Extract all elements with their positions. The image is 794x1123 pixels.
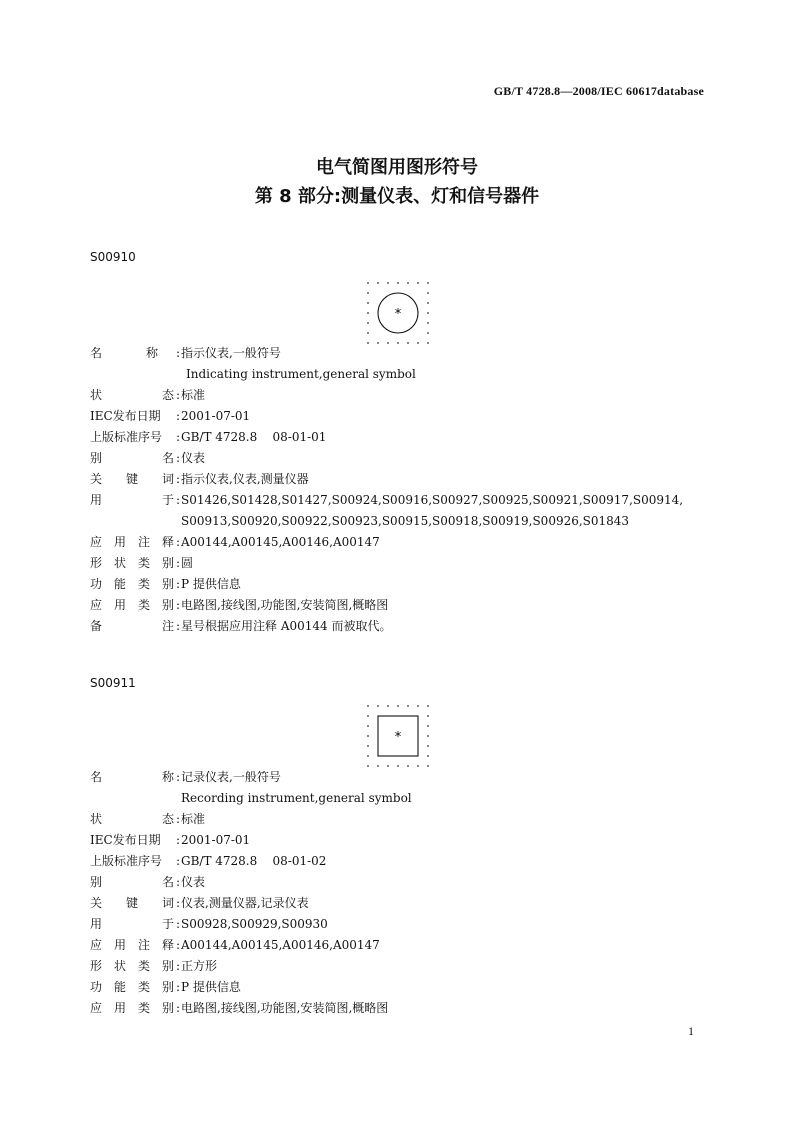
field-used-in <box>90 490 720 511</box>
function-class-value: P 提供信息 <box>181 577 241 591</box>
field-label-char: 关 <box>90 472 103 486</box>
field-label-char: 键 <box>126 896 139 910</box>
field-label <box>90 616 180 637</box>
field-function-class <box>90 574 720 595</box>
field-label <box>90 427 180 448</box>
field-separator: : <box>176 493 181 507</box>
field-used-in-cont <box>90 511 720 532</box>
field-label-char: 状 <box>114 959 127 973</box>
field-label-char: 释 <box>162 938 175 952</box>
field-label-char: 别 <box>162 598 175 612</box>
field-status <box>90 385 720 406</box>
field-separator: : <box>176 598 181 612</box>
field-label-char: 用 <box>114 598 127 612</box>
field-iec-date <box>90 406 720 427</box>
field-label-char: 名 <box>90 346 103 360</box>
field-label <box>90 935 180 956</box>
field-label-char: 用 <box>114 938 127 952</box>
prev-std-value: GB/T 4728.8 08-01-01 <box>181 430 327 444</box>
field-label <box>90 469 180 490</box>
field-notes <box>90 935 720 956</box>
field-label-char: 别 <box>90 875 103 889</box>
name-zh: 指示仪表,一般符号 <box>181 346 281 360</box>
field-label-char: 上版标准序号 <box>90 854 163 868</box>
remark-value: 星号根据应用注释 A00144 而被取代。 <box>181 619 392 633</box>
field-label-char: 注 <box>162 619 175 633</box>
keywords-value: 指示仪表,仪表,测量仪器 <box>181 472 309 486</box>
name-en: Indicating instrument,general symbol <box>186 367 416 381</box>
symbol-graphic-circle <box>365 280 431 346</box>
field-function-class <box>90 977 720 998</box>
field-label-char: 别 <box>162 577 175 591</box>
prev-std-value: GB/T 4728.8 08-01-02 <box>181 854 327 868</box>
field-label-char: 别 <box>162 980 175 994</box>
field-label-char: 名 <box>90 770 103 784</box>
field-name-en <box>90 364 720 385</box>
field-label-char: 注 <box>138 535 151 549</box>
field-notes <box>90 532 720 553</box>
field-label-char: IEC发布日期 <box>90 833 161 847</box>
field-remark <box>90 616 720 637</box>
field-label-char: 用 <box>114 1001 127 1015</box>
field-name <box>90 343 720 364</box>
field-label <box>90 893 180 914</box>
field-label-char: IEC发布日期 <box>90 409 161 423</box>
field-label-char: 别 <box>90 451 103 465</box>
symbol-asterisk: * <box>394 307 402 322</box>
field-label-char: 状 <box>114 556 127 570</box>
field-label-char: 称 <box>162 770 175 784</box>
shape-class-value: 圆 <box>181 556 194 570</box>
field-shape-class <box>90 553 720 574</box>
field-label-char: 别 <box>162 959 175 973</box>
field-separator: : <box>176 1001 181 1015</box>
alias-value: 仪表 <box>181 451 206 465</box>
field-label-char: 用 <box>114 535 127 549</box>
field-separator: : <box>176 854 181 868</box>
field-application-class <box>90 595 720 616</box>
field-label <box>90 406 180 427</box>
field-label-char: 类 <box>138 577 151 591</box>
application-class-value: 电路图,接线图,功能图,安装简图,概略图 <box>181 598 389 612</box>
alias-value: 仪表 <box>181 875 206 889</box>
field-label <box>90 490 180 511</box>
field-label-char: 注 <box>138 938 151 952</box>
field-label <box>90 532 180 553</box>
field-separator: : <box>176 430 181 444</box>
field-separator: : <box>176 472 181 486</box>
field-label <box>90 977 180 998</box>
function-class-value: P 提供信息 <box>181 980 241 994</box>
field-name-en <box>90 788 720 809</box>
page-number: 1 <box>688 1024 694 1038</box>
field-label <box>90 851 180 872</box>
field-label-char: 用 <box>90 917 103 931</box>
field-separator: : <box>176 770 181 784</box>
field-keywords <box>90 893 720 914</box>
symbol-code: S00910 <box>90 250 136 264</box>
field-label-char: 备 <box>90 619 103 633</box>
field-label <box>90 809 180 830</box>
field-iec-date <box>90 830 720 851</box>
field-label <box>90 343 180 364</box>
field-separator: : <box>176 577 181 591</box>
keywords-value: 仪表,测量仪器,记录仪表 <box>181 896 309 910</box>
field-label-char: 词 <box>162 472 175 486</box>
field-label-char: 关 <box>90 896 103 910</box>
symbol-asterisk: * <box>394 730 402 745</box>
field-label-char: 类 <box>138 556 151 570</box>
field-prev-std <box>90 427 720 448</box>
page-title: 电气简图用图形符号 <box>316 157 478 178</box>
field-label-char: 类 <box>138 1001 151 1015</box>
field-separator: : <box>176 980 181 994</box>
page-subtitle: 第 8 部分:测量仪表、灯和信号器件 <box>254 186 540 207</box>
field-label-char: 于 <box>162 493 175 507</box>
field-separator: : <box>176 346 181 360</box>
name-en: Recording instrument,general symbol <box>181 791 412 805</box>
field-label <box>90 574 180 595</box>
iec-date-value: 2001-07-01 <box>181 833 251 847</box>
field-label-char: 别 <box>162 1001 175 1015</box>
field-label <box>90 385 180 406</box>
field-label <box>90 830 180 851</box>
used-in-line1: S01426,S01428,S01427,S00924,S00916,S00927,S00925,S00921,S00917,S00914, <box>181 493 684 507</box>
field-alias <box>90 872 720 893</box>
field-separator: : <box>176 388 181 402</box>
notes-value: A00144,A00145,A00146,A00147 <box>181 535 380 549</box>
field-label-char: 能 <box>114 980 127 994</box>
symbol-entry <box>90 343 720 637</box>
field-separator: : <box>176 409 181 423</box>
field-label-char: 称 <box>146 346 159 360</box>
field-label-char: 态 <box>162 812 175 826</box>
shape-class-value: 正方形 <box>181 959 218 973</box>
notes-value: A00144,A00145,A00146,A00147 <box>181 938 380 952</box>
iec-date-value: 2001-07-01 <box>181 409 251 423</box>
field-label-char: 类 <box>138 598 151 612</box>
field-label-char: 名 <box>162 451 175 465</box>
field-separator: : <box>176 833 181 847</box>
field-label-char: 态 <box>162 388 175 402</box>
field-label-char: 形 <box>90 959 103 973</box>
field-label-char: 用 <box>90 493 103 507</box>
field-label <box>90 872 180 893</box>
field-label-char: 类 <box>138 959 151 973</box>
field-label-char: 别 <box>162 556 175 570</box>
standard-header: GB/T 4728.8—2008/IEC 60617database <box>493 84 704 98</box>
field-label-char: 状 <box>90 388 103 402</box>
field-name <box>90 767 720 788</box>
field-label-char: 释 <box>162 535 175 549</box>
field-separator: : <box>176 812 181 826</box>
field-separator: : <box>176 619 181 633</box>
used-in-line2: S00913,S00920,S00922,S00923,S00915,S00918,S00919,S00926,S01843 <box>181 514 630 528</box>
field-label-char: 上版标准序号 <box>90 430 163 444</box>
field-separator: : <box>176 959 181 973</box>
field-label-char: 键 <box>126 472 139 486</box>
field-label-char: 应 <box>90 938 103 952</box>
field-label <box>90 448 180 469</box>
field-shape-class <box>90 956 720 977</box>
field-separator: : <box>176 451 181 465</box>
symbol-code: S00911 <box>90 676 136 690</box>
symbol-entry <box>90 767 720 1019</box>
field-separator: : <box>176 896 181 910</box>
field-separator: : <box>176 917 181 931</box>
symbol-graphic-square <box>365 703 431 769</box>
field-keywords <box>90 469 720 490</box>
field-label <box>90 767 180 788</box>
field-label-char: 状 <box>90 812 103 826</box>
field-label-char: 于 <box>162 917 175 931</box>
status-value: 标准 <box>181 812 206 826</box>
field-separator: : <box>176 938 181 952</box>
field-label <box>90 914 180 935</box>
status-value: 标准 <box>181 388 206 402</box>
field-label-char: 形 <box>90 556 103 570</box>
field-alias <box>90 448 720 469</box>
field-label-char: 应 <box>90 598 103 612</box>
name-zh: 记录仪表,一般符号 <box>181 770 281 784</box>
field-separator: : <box>176 535 181 549</box>
field-label-char: 功 <box>90 577 103 591</box>
field-application-class <box>90 998 720 1019</box>
field-separator: : <box>176 556 181 570</box>
field-label <box>90 595 180 616</box>
field-label-char: 类 <box>138 980 151 994</box>
field-label-char: 功 <box>90 980 103 994</box>
field-used-in <box>90 914 720 935</box>
field-status <box>90 809 720 830</box>
field-label-char: 名 <box>162 875 175 889</box>
field-separator: : <box>176 875 181 889</box>
field-label-char: 应 <box>90 535 103 549</box>
field-prev-std <box>90 851 720 872</box>
field-label-char: 能 <box>114 577 127 591</box>
field-label <box>90 553 180 574</box>
field-label-char: 词 <box>162 896 175 910</box>
application-class-value: 电路图,接线图,功能图,安装简图,概略图 <box>181 1001 389 1015</box>
field-label-char: 应 <box>90 1001 103 1015</box>
field-label <box>90 956 180 977</box>
used-in-line1: S00928,S00929,S00930 <box>181 917 328 931</box>
field-label <box>90 998 180 1019</box>
